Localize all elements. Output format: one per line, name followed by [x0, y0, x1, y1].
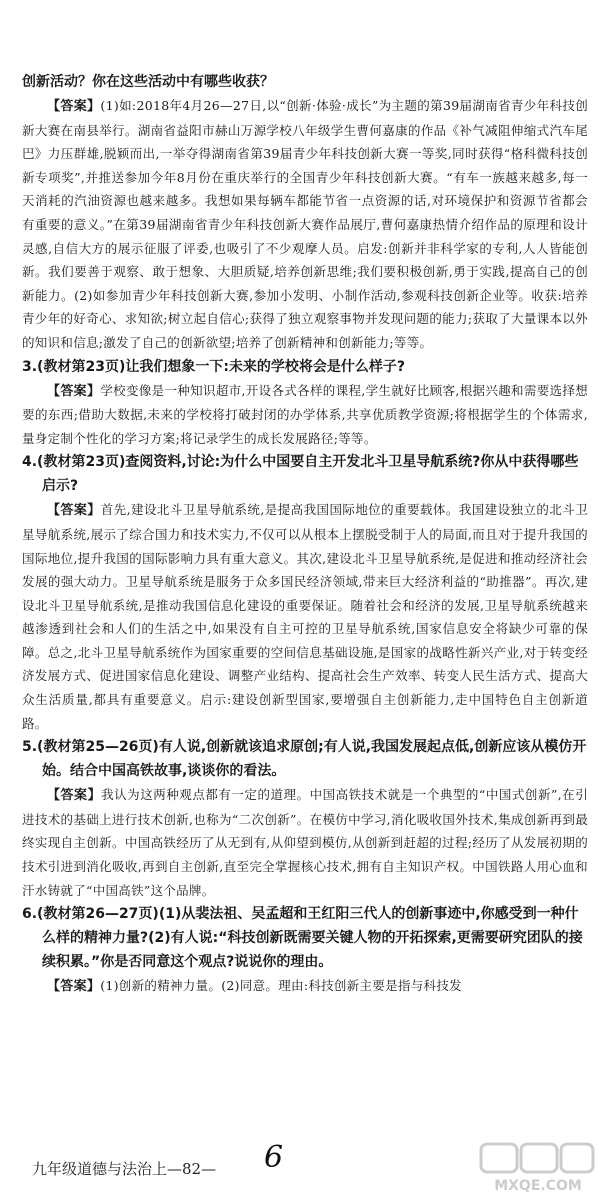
question-3: 3.(教材第23页)让我们想象一下:未来的学校将会是什么样子? — [22, 358, 406, 375]
answer-4 — [22, 498, 588, 735]
question-2-tail: 创新活动？你在这些活动中有哪些收获？ — [22, 74, 274, 90]
handwritten-page-mark: 6 — [264, 1140, 284, 1175]
question-6: 6.(教材第26—27页)(1)从裴法祖、吴孟超和王红阳三代人的创新事迹中,你感受到一种什么样的精神力量?(2)有人说:“科技创新既需要关键人物的开拓探索,更需要研究团队的接续积累。”你是否同意这个观点?说说你的理由。 — [22, 906, 583, 971]
answer-6-text: (1)创新的精神力量。(2)同意。理由:科技创新主要是指与科技发 — [100, 978, 462, 994]
answer-3 — [22, 379, 588, 451]
answer-5 — [22, 783, 588, 902]
page-footer: 九年级道德与法治上—82— — [32, 1160, 217, 1178]
watermark-text: MXQE.COM — [494, 1178, 582, 1194]
answer-4-text: 首先,建设北斗卫星导航系统,是提高我国国际地位的重要载体。我国建设独立的北斗卫星导航系统,展示了综合国力和技术实力,不仅可以从根本上摆脱受制于人的局面,而且对于提升我国的国际地位,提升我国的国际影响力具有重大意义。其次,建设北斗卫星导航系统,是促进和推动经济社会发展的强大动力。卫星导航系统是服务于众多国民经济领域,带来巨大经济利益的“助推器”。再次,建设北斗卫星导航系统,是推动我国信息化建设的重要保证。随着社会和经济的发展,卫星导航系统越来越渗透到社会和人们的生活之中,如果没有自主可控的卫星导航系统,国家信息安全将缺少可靠的保障。总之,北斗卫星导航系统作为国家重要的空间信息基础设施,是国家的战略性新兴产业,对于转变经济发展方式、促进国家信息化建设、调整产业结构、提高社会生产效率、转变人民生活方式、提高大众生活质量,都具有重要意义。启示:建设创新型国家,要增强自主创新能力,走中国特色自主创新道路。 — [22, 502, 589, 731]
answer-tag: 【答案】 — [47, 383, 101, 399]
answer-6 — [22, 974, 588, 999]
answer-2 — [22, 94, 588, 355]
answer-tag: 【答案】 — [47, 788, 102, 804]
question-5: 5.(教材第25—26页)有人说,创新就该追求原创;有人说,我国发展起点低,创新应该从模仿开始。结合中国高铁故事,谈谈你的看法。 — [22, 739, 587, 780]
answer-tag: 【答案】 — [47, 979, 101, 995]
site-watermark-logo — [479, 1140, 597, 1194]
answer-page — [22, 70, 588, 999]
answer-tag: 【答案】 — [47, 503, 101, 519]
question-4: 4.(教材第23页)查阅资料,讨论:为什么中国要自主开发北斗卫星导航系统?你从中获得哪些启示? — [22, 454, 579, 495]
answer-5-text: 我认为这两种观点都有一定的道理。中国高铁技术就是一个典型的“中国式创新”,在引进技术的基础上进行技术创新,也称为“二次创新”。在模仿中学习,消化吸收国外技术,集成创新再到最终实现自主创新。中国高铁经历了从无到有,从仰望到模仿,从创新到赶超的过程;经历了从发展初期的技术引进到消化吸收,再到自主创新,直至完全掌握核心技术,拥有自主知识产权。中国铁路人用心血和汗水铸就了“中国高铁”这个品牌。 — [22, 787, 588, 898]
answer-tag: 【答案】 — [47, 99, 101, 114]
answer-2-text: (1)如:2018年4月26—27日,以“创新·体验·成长”为主题的第39届湖南省青少年科技创新大赛在南县举行。湖南省益阳市赫山万源学校八年级学生曹何嘉康的作品《补气减阻伸缩式汽车尾巴》力压群雄,脱颖而出,一举夺得湖南省第39届青少年科技创新大赛一等奖,同时获得“格科微科技创新专项奖”,并推送参加今年8月份在重庆举行的全国青少年科技创新大赛。“有车一族越来越多,每一天消耗的汽油资源也越来越多。我想如果每辆车都能节省一点资源的话,对环境保护和资源节省都会有重要的意义。”在第39届湖南省青少年科技创新大赛作品展厅,曹何嘉康热情介绍作品的原理和设计灵感,自信大方的展示征服了评委,也吸引了不少观摩人员。启发:创新并非科学家的专利,人人皆能创新。我们要善于观察、敢于想象、大胆质疑,培养创新思维;我们要积极创新,勇于实践,提高自己的创新能力。(2)如参加青少年科技创新大赛,参加小发明、小制作活动,参观科技创新企业等。收获:培养青少年的好奇心、求知欲;树立起自信心;获得了独立观察事物并发现问题的能力;获取了大量课本以外的知识和信息;激发了自己的创新欲望;培养了创新精神和创新能力;等等。 — [22, 98, 589, 350]
answer-3-text: 学校变像是一种知识超市,开设各式各样的课程,学生就好比顾客,根据兴趣和需要选择想要的东西;借助大数据,未来的学校将打破封闭的办学体系,共享优质教学资源;将根据学生的个体需求,量身定制个性化的学习方案;将记录学生的成长发展路径;等等。 — [22, 382, 588, 446]
